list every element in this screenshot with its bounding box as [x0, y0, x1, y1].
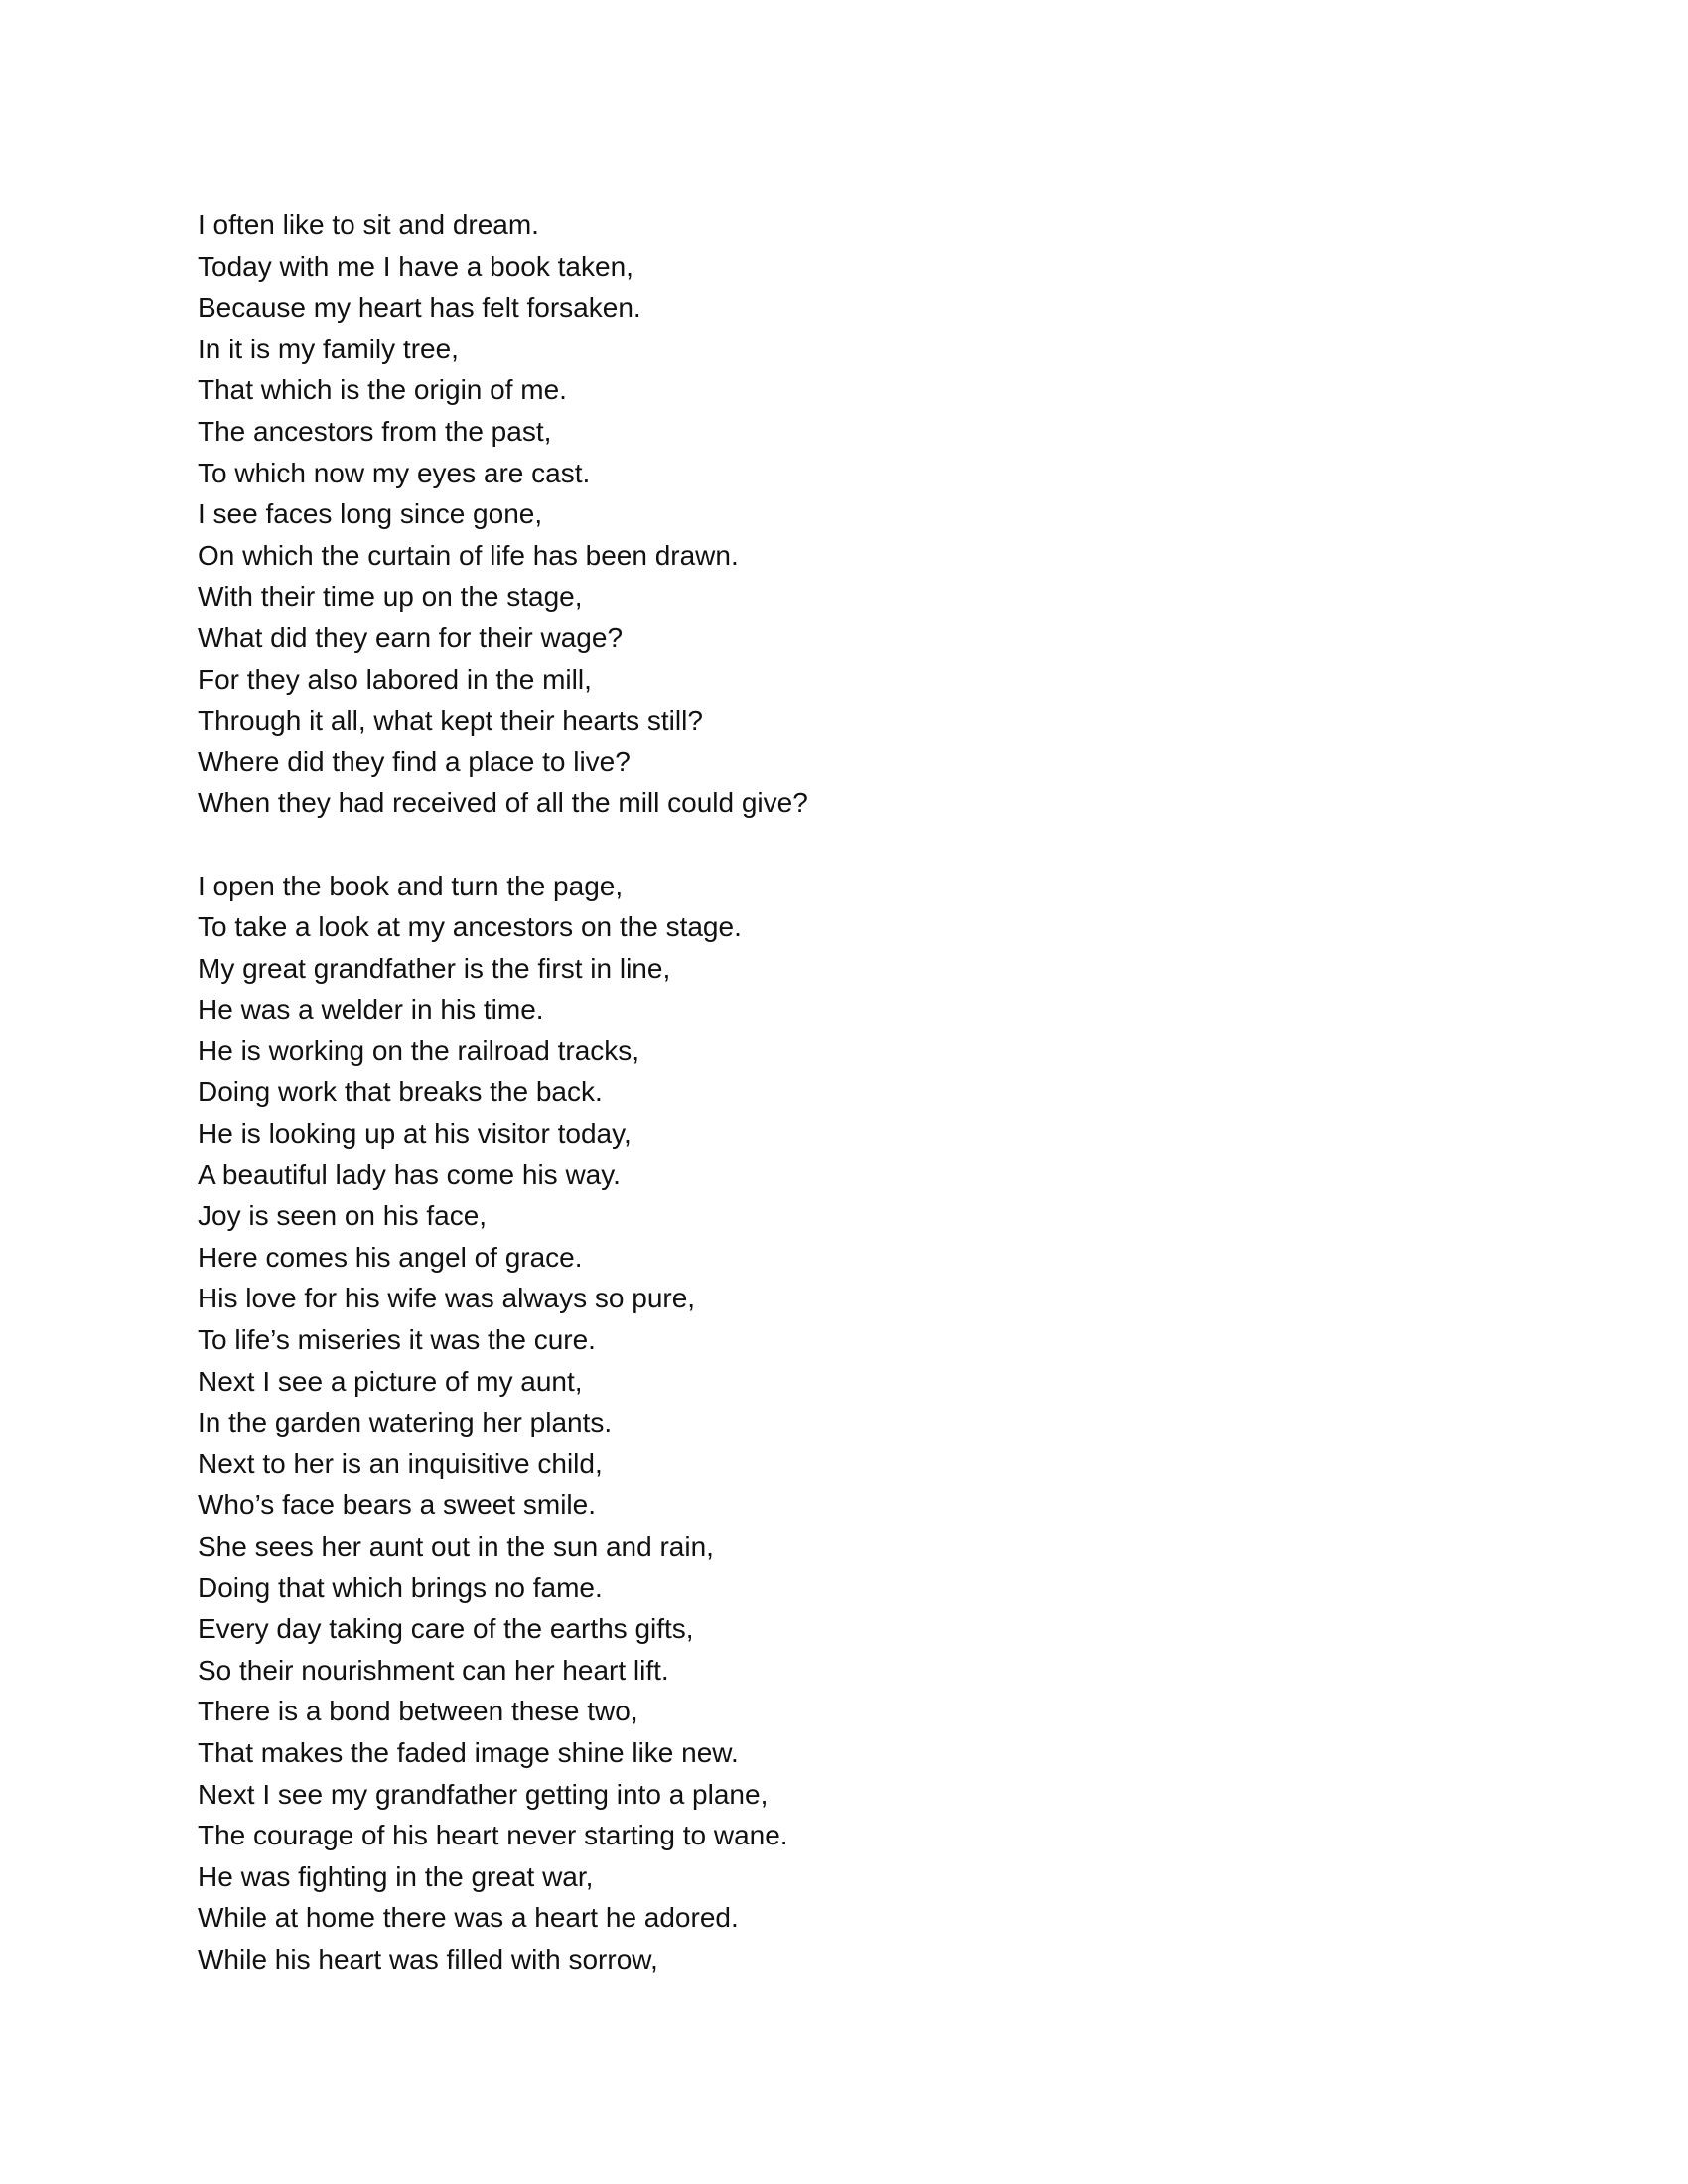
poem-line: While at home there was a heart he adored. [198, 1902, 739, 1934]
poem-line: The ancestors from the past, [198, 415, 552, 447]
poem-line: He was fighting in the great war, [198, 1860, 594, 1892]
poem-line: She sees her aunt out in the sun and rain, [198, 1531, 714, 1562]
poem-line: A beautiful lady has come his way. [198, 1159, 621, 1190]
poem-line: Where did they find a place to live? [198, 746, 631, 777]
poem-line: In the garden watering her plants. [198, 1407, 613, 1438]
poem-line: On which the curtain of life has been drawn. [198, 539, 739, 571]
poem-line: That makes the faded image shine like new. [198, 1736, 739, 1768]
stanza [198, 205, 1488, 824]
poem-line: Because my heart has felt forsaken. [198, 292, 641, 324]
poem-line: I open the book and turn the page, [198, 870, 624, 901]
poem-line: The courage of his heart never starting to wane. [198, 1820, 788, 1851]
poem-line: Doing work that breaks the back. [198, 1076, 603, 1108]
poem-line: I often like to sit and dream. [198, 209, 539, 240]
poem-line: Who’s face bears a sweet smile. [198, 1489, 596, 1521]
poem-line: My great grandfather is the first in line, [198, 952, 671, 984]
poem-line: Next I see my grandfather getting into a plane, [198, 1778, 769, 1810]
poem-line: Next to her is an inquisitive child, [198, 1447, 603, 1479]
poem-line: While his heart was filled with sorrow, [198, 1943, 658, 1975]
poem-line: In it is my family tree, [198, 333, 459, 364]
poem-line: Doing that which brings no fame. [198, 1571, 603, 1603]
poem-line: For they also labored in the mill, [198, 663, 592, 695]
poem-line: So their nourishment can her heart lift. [198, 1654, 669, 1686]
poem-line: That which is the origin of me. [198, 374, 567, 406]
poem-line: Here comes his angel of grace. [198, 1241, 583, 1273]
poem-line: With their time up on the stage, [198, 581, 583, 613]
poem-line: He is working on the railroad tracks, [198, 1034, 640, 1066]
poem-line: What did they earn for their wage? [198, 621, 624, 653]
poem-line: Joy is seen on his face, [198, 1200, 488, 1232]
poem-line: I see faces long since gone, [198, 498, 543, 530]
poem-line: He was a welder in his time. [198, 994, 544, 1025]
poem-body [198, 205, 1488, 1980]
poem-line: When they had received of all the mill could give? [198, 787, 808, 819]
poem-line: Today with me I have a book taken, [198, 250, 633, 282]
poem-line: His love for his wife was always so pure, [198, 1283, 696, 1314]
stanza-break [198, 824, 1488, 866]
poem-line: To which now my eyes are cast. [198, 457, 591, 488]
poem-line: To life’s miseries it was the cure. [198, 1324, 596, 1356]
poem-line: Through it all, what kept their hearts still? [198, 705, 703, 737]
poem-line: He is looking up at his visitor today, [198, 1118, 632, 1150]
poem-line: Next I see a picture of my aunt, [198, 1365, 583, 1397]
poem-line: There is a bond between these two, [198, 1696, 638, 1727]
poem-line: Every day taking care of the earths gifts, [198, 1613, 694, 1645]
stanza [198, 866, 1488, 1980]
poem-line: To take a look at my ancestors on the stage. [198, 911, 742, 943]
